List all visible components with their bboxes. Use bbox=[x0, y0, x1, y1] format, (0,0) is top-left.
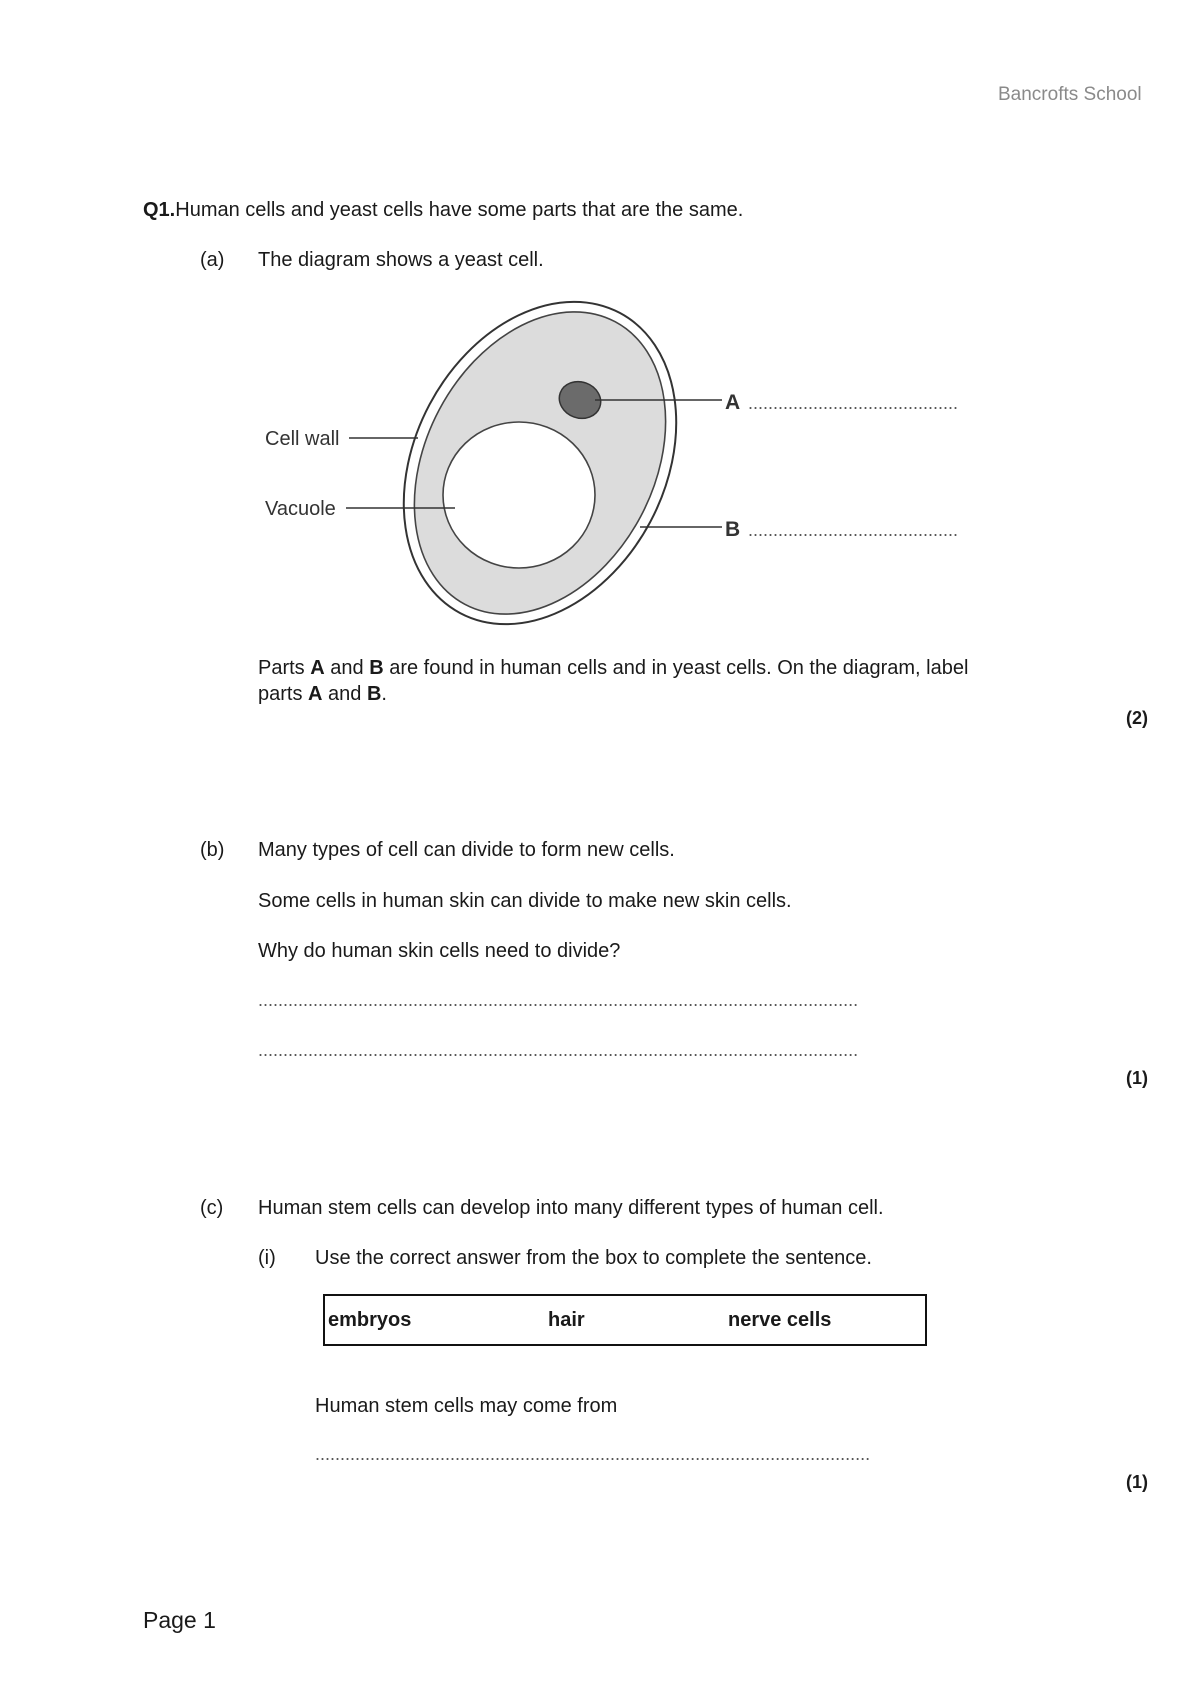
part-b-question: Why do human skin cells need to divide? bbox=[258, 940, 621, 962]
part-a-instruction-line-2: parts A and B. bbox=[258, 683, 387, 705]
yeast-cell-diagram bbox=[0, 0, 1200, 700]
part-b-marks: (1) bbox=[1126, 1068, 1148, 1088]
part-a-text: The diagram shows a yeast cell. bbox=[258, 249, 544, 271]
part-c-text: Human stem cells can develop into many different types of human cell. bbox=[258, 1197, 884, 1219]
answer-line-a[interactable]: .......................................... bbox=[748, 393, 959, 413]
question-text: Human cells and yeast cells have some parts that are the same. bbox=[175, 199, 744, 221]
part-c-i-label: (i) bbox=[258, 1247, 276, 1269]
word-option-nerve-cells: nerve cells bbox=[728, 1309, 832, 1331]
part-b-line-1: Many types of cell can divide to form new cells. bbox=[258, 839, 675, 861]
part-c-i-marks: (1) bbox=[1126, 1472, 1148, 1492]
part-a-label: (a) bbox=[200, 249, 225, 271]
part-c-i-sentence: Human stem cells may come from bbox=[315, 1395, 618, 1417]
part-a-marks: (2) bbox=[1126, 708, 1148, 728]
question-number: Q1. bbox=[143, 199, 176, 221]
label-b: B bbox=[725, 518, 741, 541]
answer-line-b[interactable]: .......................................... bbox=[748, 520, 959, 540]
label-a: A bbox=[725, 391, 741, 414]
part-c-i-instruction: Use the correct answer from the box to complete the sentence. bbox=[315, 1247, 872, 1269]
part-b-label: (b) bbox=[200, 839, 225, 861]
part-c-label: (c) bbox=[200, 1197, 224, 1219]
part-c-i-answer-line[interactable]: ............................................................................................................... bbox=[315, 1444, 871, 1464]
part-a-instruction-line-1: Parts A and B are found in human cells and in yeast cells. On the diagram, label bbox=[258, 657, 969, 679]
word-choice-box bbox=[323, 1294, 927, 1346]
page-number: Page 1 bbox=[143, 1607, 216, 1633]
part-b-answer-line-2[interactable]: ........................................................................................................................ bbox=[258, 1040, 859, 1060]
school-name: Bancrofts School bbox=[998, 84, 1142, 105]
vacuole-label: Vacuole bbox=[265, 498, 336, 520]
cell-wall-label: Cell wall bbox=[265, 428, 340, 450]
vacuole bbox=[443, 422, 595, 568]
word-option-embryos: embryos bbox=[328, 1309, 412, 1331]
part-b-answer-line-1[interactable]: ........................................................................................................................ bbox=[258, 990, 859, 1010]
part-b-line-2: Some cells in human skin can divide to make new skin cells. bbox=[258, 890, 792, 912]
word-option-hair: hair bbox=[548, 1309, 585, 1331]
